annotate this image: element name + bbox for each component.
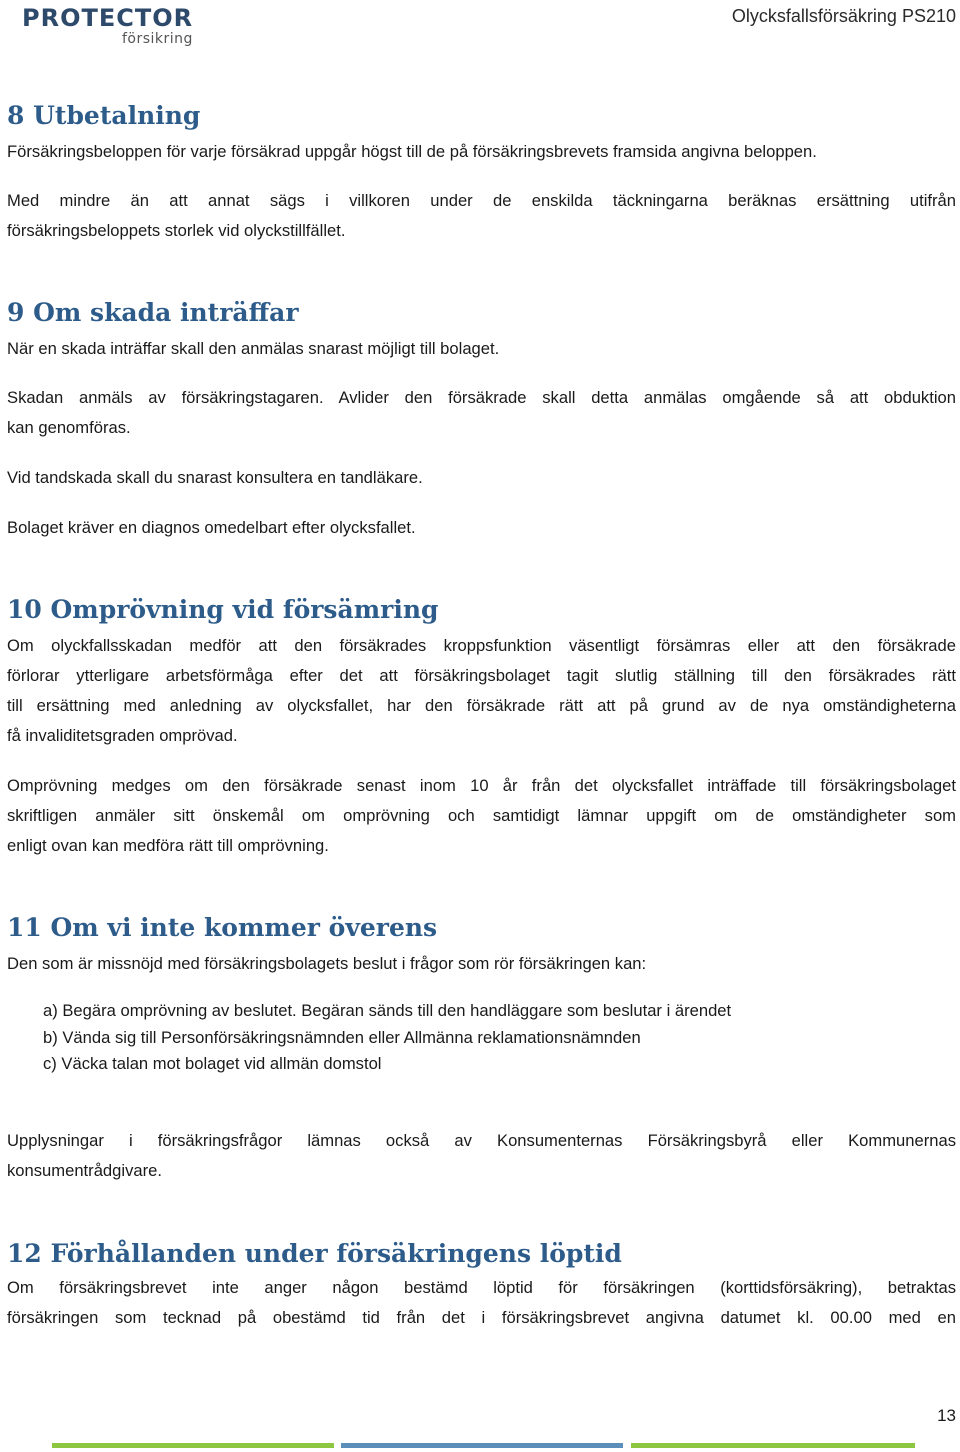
section-10-paragraph-2-line-2: skriftligen anmäler sitt önskemål om omprövning och samtidigt lämnar uppgift om de omständigheter som (7, 806, 956, 825)
logo-wordmark: PROTECTOR (22, 4, 194, 32)
list-item: c) Väcka talan mot bolaget vid allmän domstol (43, 1054, 382, 1073)
section-11-heading: 11 Om vi inte kommer överens (7, 913, 438, 942)
section-10-paragraph-1-line-2: förlorar ytterligare arbetsförmåga efter det att försäkringsbolaget tagit slutlig ställning till den försäkrades rätt (7, 666, 956, 685)
section-8-paragraph-2-line-2: försäkringsbeloppets storlek vid olyckstillfället. (7, 221, 346, 240)
section-11-intro: Den som är missnöjd med försäkringsbolagets beslut i frågor som rör försäkringen kan: (7, 954, 647, 973)
logo-tagline: försikring (122, 31, 193, 47)
section-12-paragraph-1-line-2: försäkringen som tecknad på obestämd tid från det i försäkringsbrevet angivna datumet kl. 00.00 med en (7, 1308, 956, 1327)
protector-logo (22, 4, 207, 50)
section-12-paragraph-1-line-1: Om försäkringsbrevet inte anger någon bestämd löptid för försäkringen (korttidsförsäkring), betraktas (7, 1278, 956, 1297)
footer-bar-green-left (52, 1443, 334, 1448)
section-10-paragraph-1-line-4: få invaliditetsgraden omprövad. (7, 726, 238, 745)
section-11-info-line-1: Upplysningar i försäkringsfrågor lämnas också av Konsumenternas Försäkringsbyrå eller Kommunernas (7, 1131, 956, 1150)
section-10-paragraph-1-line-3: till ersättning med anledning av olycksfallet, har den försäkrade rätt att på grund av de nya omständigheterna (7, 696, 956, 715)
section-11-info-line-2: konsumentrådgivare. (7, 1161, 162, 1180)
section-9-paragraph-2-line-2: kan genomföras. (7, 418, 131, 437)
list-item: a) Begära omprövning av beslutet. Begäran sänds till den handläggare som beslutar i ärendet (43, 1001, 732, 1020)
section-11-options-list (43, 998, 731, 1078)
section-10-paragraph-2-line-3: enligt ovan kan medföra rätt till omprövning. (7, 836, 329, 855)
list-item: b) Vända sig till Personförsäkringsnämnden eller Allmänna reklamationsnämnden (43, 1027, 641, 1047)
section-9-paragraph-3: Vid tandskada skall du snarast konsultera en tandläkare. (7, 468, 423, 487)
section-8-heading: 8 Utbetalning (7, 101, 201, 130)
section-8-paragraph-2-line-1: Med mindre än att annat sägs i villkoren under de enskilda täckningarna beräknas ersättning utifrån (7, 191, 956, 210)
footer-bar-green-right (631, 1443, 915, 1448)
section-9-heading: 9 Om skada inträffar (7, 298, 299, 327)
section-12-heading: 12 Förhållanden under försäkringens löptid (7, 1239, 622, 1268)
section-9-paragraph-4: Bolaget kräver en diagnos omedelbart efter olycksfallet. (7, 518, 416, 537)
section-8-paragraph-1: Försäkringsbeloppen för varje försäkrad uppgår högst till de på försäkringsbrevets framsida angivna beloppen. (7, 142, 817, 161)
page-number: 13 (937, 1406, 956, 1425)
section-10-paragraph-1-line-1: Om olyckfallsskadan medför att den försäkrades kroppsfunktion väsentligt försämras eller att den försäkrade (7, 636, 956, 655)
document-title: Olycksfallsförsäkring PS210 (731, 6, 956, 26)
section-10-paragraph-2-line-1: Omprövning medges om den försäkrade senast inom 10 år från det olycksfallet inträffade till försäkringsbolaget (7, 776, 956, 795)
section-9-paragraph-1: När en skada inträffar skall den anmälas snarast möjligt till bolaget. (7, 339, 500, 358)
footer-bar-blue (341, 1443, 623, 1448)
section-9-paragraph-2-line-1: Skadan anmäls av försäkringstagaren. Avlider den försäkrade skall detta anmälas omgående så att obduktion (7, 388, 956, 407)
section-10-heading: 10 Omprövning vid försämring (7, 595, 439, 624)
